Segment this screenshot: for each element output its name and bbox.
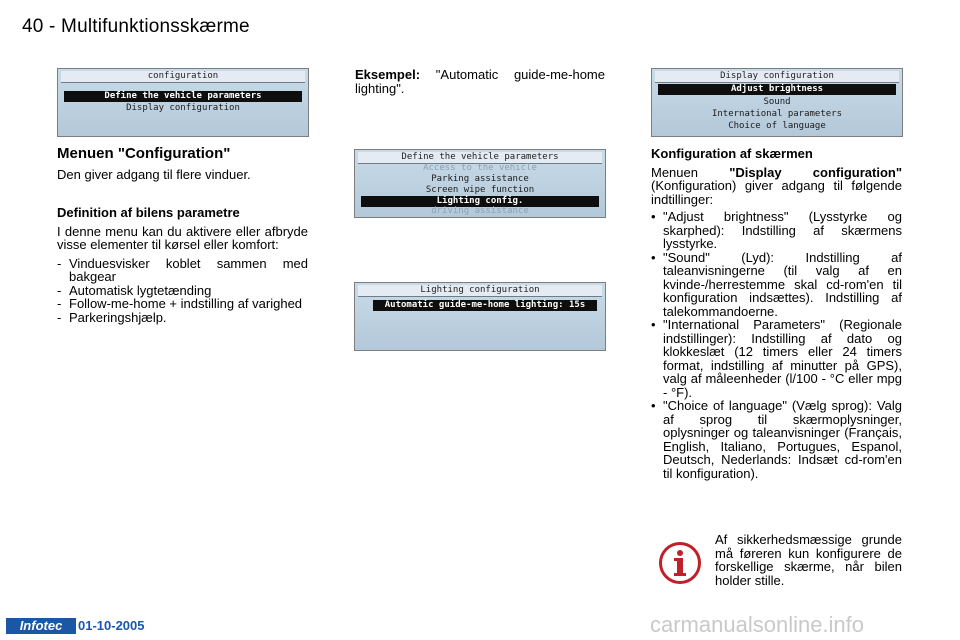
list-item: - Vinduesvisker koblet sammen med bakgear (57, 257, 308, 284)
display-config-list (651, 210, 902, 480)
screen-vehicle-parameters (354, 149, 606, 218)
screen-row: Sound (763, 97, 791, 107)
menu-heading: Menuen "Configuration" (57, 145, 231, 162)
column-left (57, 147, 308, 324)
screen-row: Access to the vehicle (423, 163, 537, 173)
screen-title: Lighting configuration (358, 285, 602, 297)
list-item: • "Sound" (Lyd): Indstilling af taleanvisningerne (til valg af en kvinde-/herrestemme skal cd-rom'en til konfiguration indsættes). Indstilling af talekommandoerne. (651, 251, 902, 319)
screen-row: driving assistance (431, 206, 529, 216)
watermark: carmanualsonline.info (650, 612, 865, 637)
screen-title: Display configuration (655, 71, 899, 83)
info-icon (658, 541, 702, 585)
header-separator: - (49, 16, 56, 37)
display-config-heading: Konfiguration af skærmen (651, 146, 813, 161)
example-label: Eksempel: (355, 67, 421, 82)
safety-note: Af sikkerhedsmæssige grunde må føreren kun konfigurere de forskellige skærme, når bilen holder stille. (715, 532, 902, 588)
intro-prefix: Menuen (651, 164, 698, 180)
screen-row-selected: Adjust brightness (658, 84, 896, 95)
column-right (651, 147, 902, 480)
definition-text: I denne menu kan du aktivere eller afbryde visse elementer til kørsel eller komfort: (57, 223, 308, 252)
screen-configuration (57, 68, 309, 137)
intro-bold: "Display configuration" (729, 164, 902, 180)
list-item: • "International Parameters" (Regionale indstillinger): Indstilling af dato og klokkeslæt (12 timers eller 24 timers format, indstilling af minutter på GPS), valg af måleenheder (l/100 - °C eller mpg - °F). (651, 318, 902, 399)
definition-list (57, 257, 308, 325)
list-item: - Automatisk lygtetænding (57, 284, 308, 298)
example-text (355, 68, 605, 95)
display-config-intro (651, 166, 902, 207)
page-header (22, 16, 250, 38)
screen-lighting-configuration (354, 282, 606, 351)
definition-heading: Definition af bilens parametre (57, 205, 240, 220)
screen-display-configuration (651, 68, 903, 137)
screen-row-selected: Automatic guide-me-home lighting: 15s (373, 300, 597, 311)
screen-title: Define the vehicle parameters (358, 152, 602, 164)
screen-row: Display configuration (126, 103, 240, 113)
list-item: • "Choice of language" (Vælg sprog): Valg af sprog til skærmoplysninger, oplysninger og taleanvisninger (Français, English, Italiano, Portugues, Espanol, Deutsch, Nederlands: Indsæt cd-rom'en til konfiguration). (651, 399, 902, 480)
screen-row-selected: Define the vehicle parameters (64, 91, 302, 102)
list-item: • "Adjust brightness" (Lysstyrke og skarphed): Indstilling af skærmens lysstyrke. (651, 210, 902, 251)
page-number: 40 (22, 16, 44, 37)
screen-row: Parking assistance (431, 174, 529, 184)
screen-row: International parameters (711, 109, 843, 119)
list-item: - Parkeringshjælp. (57, 311, 308, 325)
screen-row: Choice of language (728, 121, 826, 131)
screen-row-selected: Lighting config. (361, 196, 599, 207)
infotec-logo: Infotec (6, 618, 76, 634)
intro-rest: (Konfiguration) giver adgang til følgende indtillinger: (651, 178, 902, 207)
menu-intro: Den giver adgang til flere vinduer. (57, 166, 251, 182)
list-item: - Follow-me-home + indstilling af varighed (57, 297, 308, 311)
example-value: "Automatic guide-me-home lighting". (355, 67, 605, 96)
screen-title: configuration (61, 71, 305, 83)
footer-date: 01-10-2005 (78, 618, 145, 633)
screen-row: Screen wipe function (425, 185, 535, 195)
page-title: Multifunktionsskærme (61, 16, 250, 37)
